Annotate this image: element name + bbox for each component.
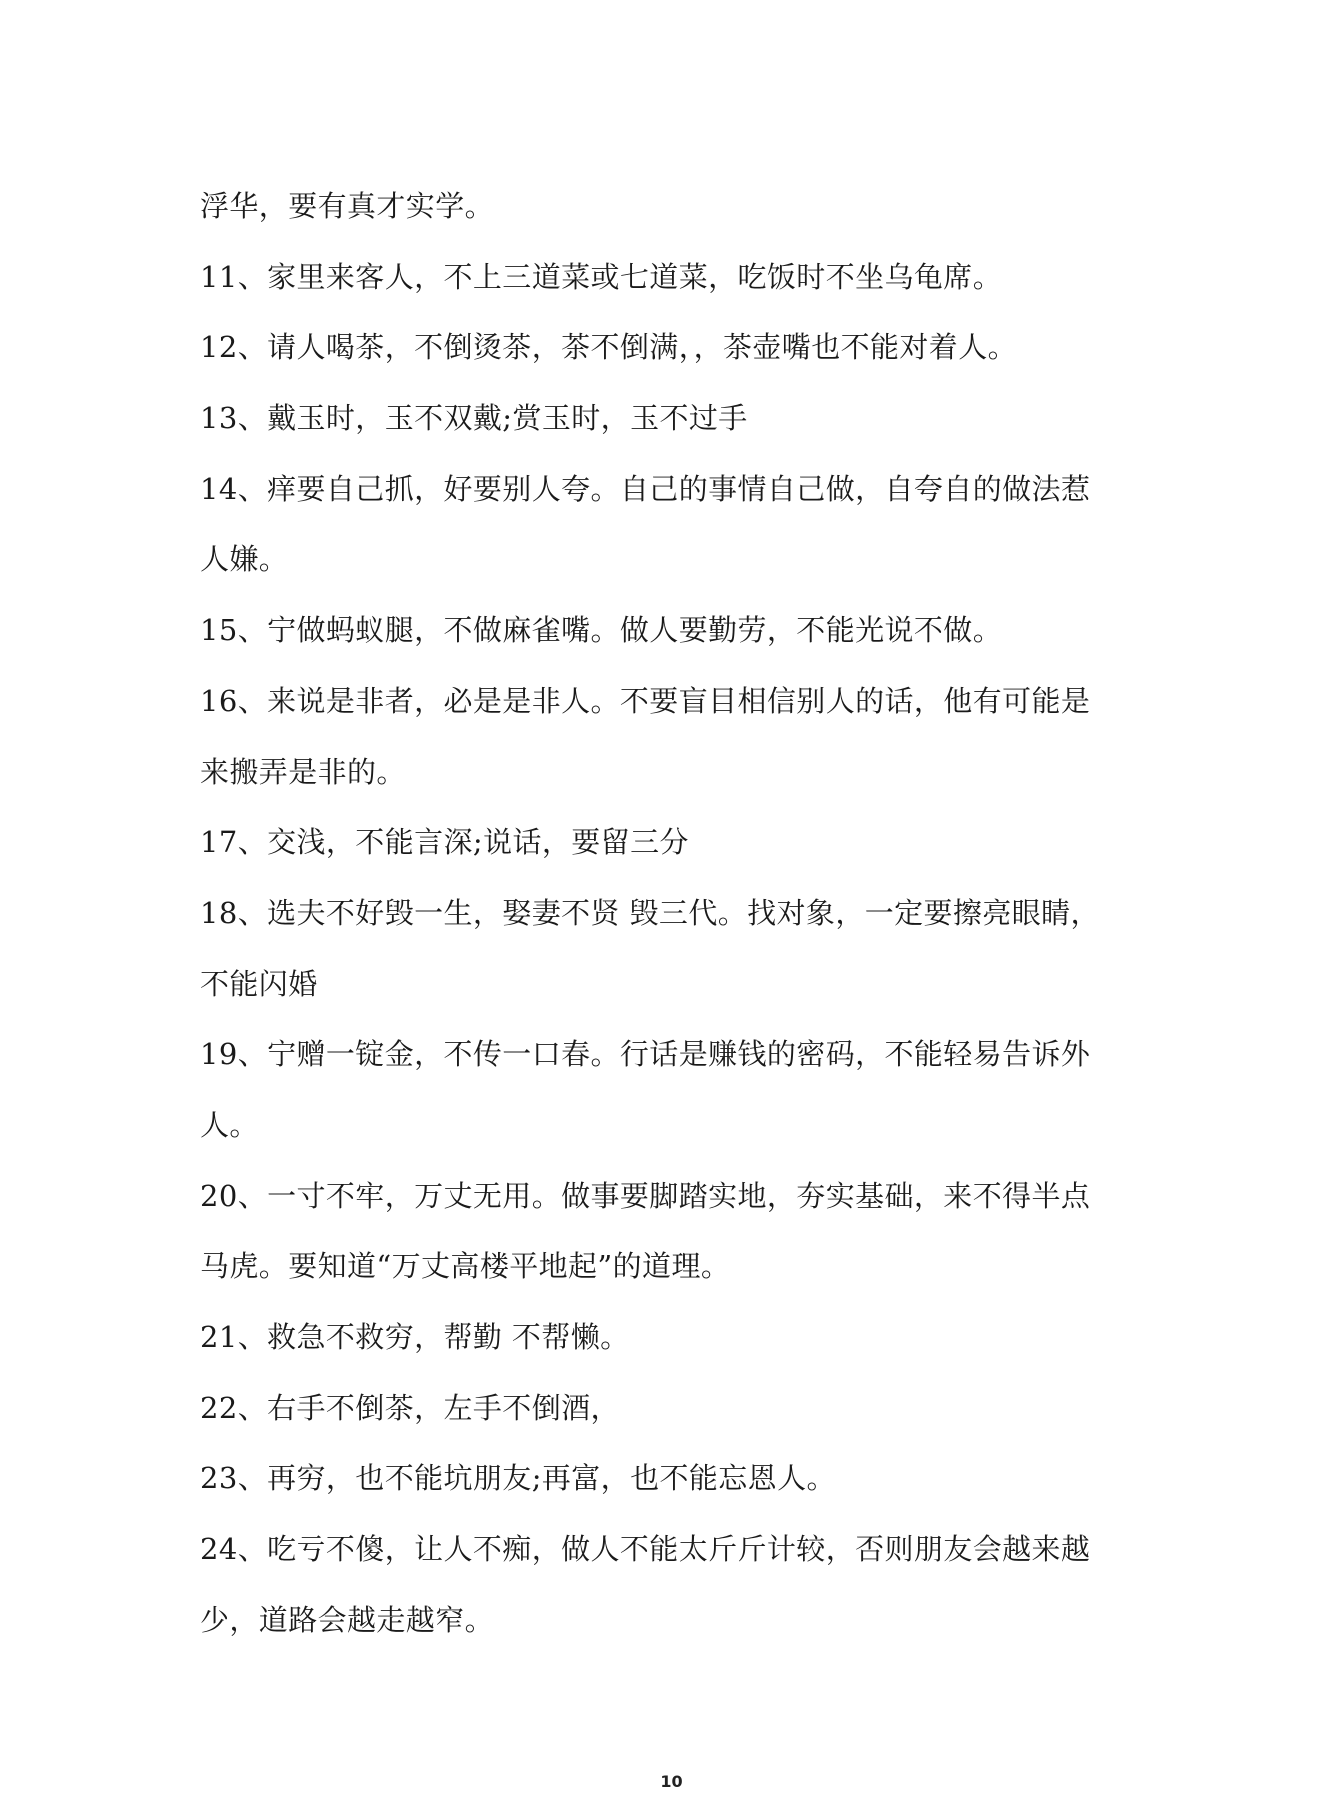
text-line: 18、选夫不好毁一生，娶妻不贤 毁三代。找对象，一定要擦亮眼睛， [200, 895, 1100, 930]
text-line: 22、右手不倒茶，左手不倒酒， [200, 1390, 620, 1425]
text-line: 23、再穷，也不能坑朋友;再富，也不能忘恩人。 [200, 1461, 836, 1496]
text-line: 19、宁赠一锭金，不传一口春。行话是赚钱的密码，不能轻易告诉外 [200, 1037, 1091, 1072]
text-line: 13、戴玉时，玉不双戴;赏玉时，玉不过手 [200, 401, 748, 436]
text-line: 20、一寸不牢，万丈无用。做事要脚踏实地，夯实基础，来不得半点 [200, 1178, 1091, 1213]
text-line: 17、交浅，不能言深;说话，要留三分 [200, 825, 689, 860]
text-line: 15、宁做蚂蚁腿，不做麻雀嘴。做人要勤劳，不能光说不做。 [200, 613, 1003, 648]
text-line: 少，道路会越走越窄。 [200, 1602, 495, 1637]
text-line: 马虎。要知道“万丈高楼平地起”的道理。 [200, 1249, 731, 1284]
text-line: 16、来说是非者，必是是非人。不要盲目相信别人的话，他有可能是 [200, 683, 1091, 718]
text-line: 21、救急不救穷，帮勤 不帮懒。 [200, 1320, 630, 1354]
text-line: 14、痒要自己抓，好要别人夸。自己的事情自己做，自夸自的做法惹 [200, 471, 1091, 506]
text-line: 不能闪婚 [200, 966, 318, 1001]
text-line: 人嫌。 [200, 542, 289, 577]
text-line: 来搬弄是非的。 [200, 754, 406, 789]
page-number: 10 [660, 1772, 683, 1791]
text-line: 24、吃亏不傻，让人不痴，做人不能太斤斤计较，否则朋友会越来越 [200, 1532, 1091, 1567]
body-text [200, 171, 1160, 1655]
text-line: 人。 [200, 1107, 259, 1142]
text-line: 11、家里来客人，不上三道菜或七道菜，吃饭时不坐乌龟席。 [200, 259, 1003, 294]
text-line: 12、请人喝茶，不倒烫茶，茶不倒满，，茶壶嘴也不能对着人。 [200, 330, 1018, 365]
text-line: 浮华，要有真才实学。 [200, 189, 495, 223]
